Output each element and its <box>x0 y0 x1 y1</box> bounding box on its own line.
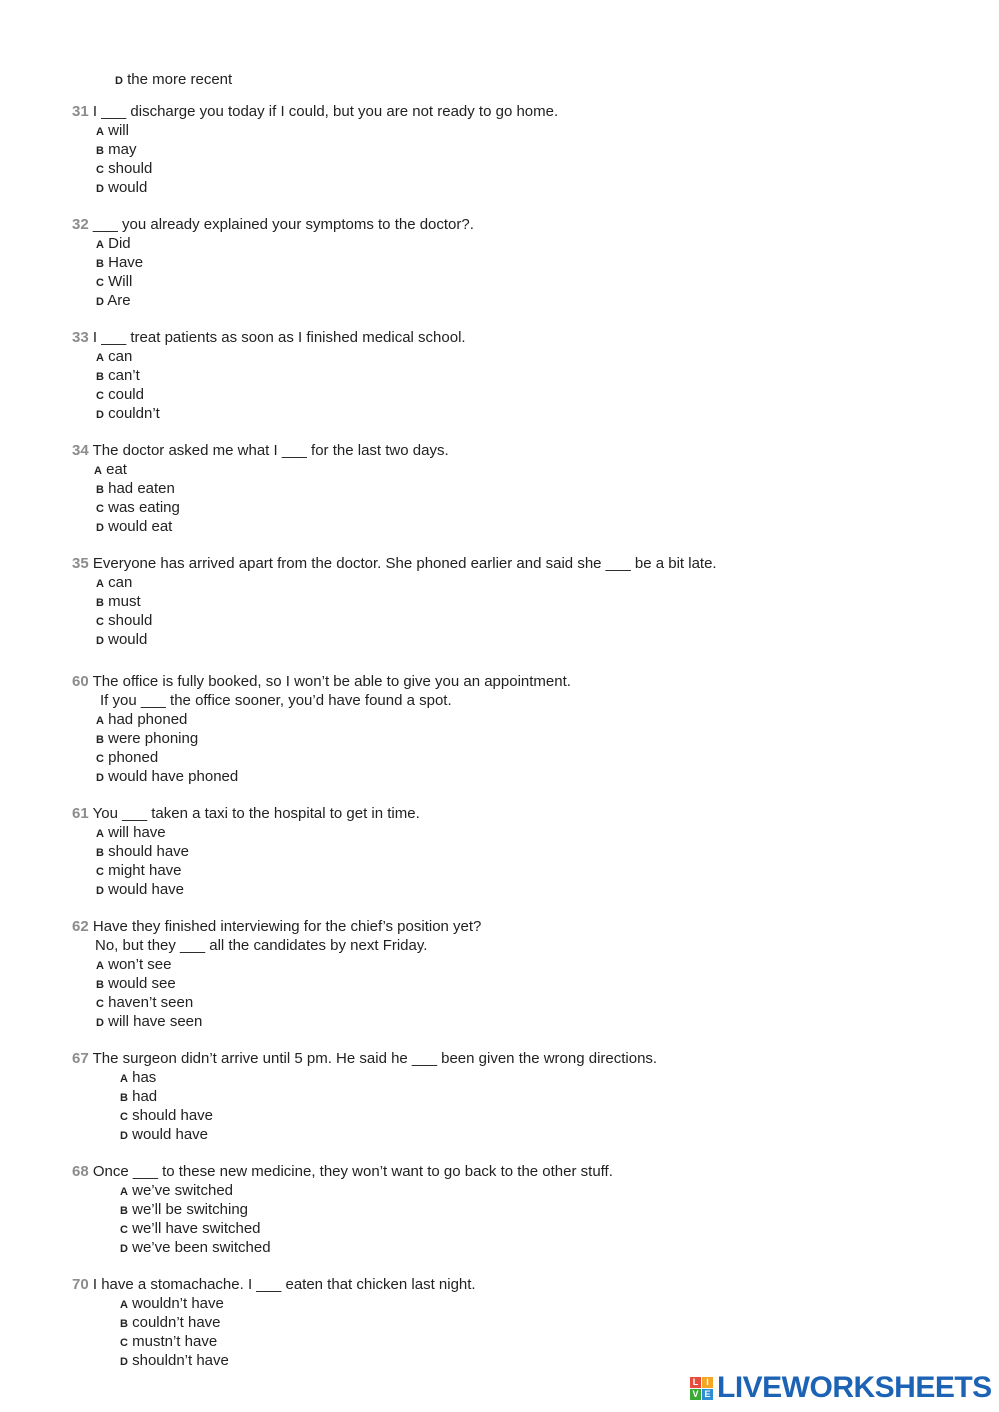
option-text: we’ve switched <box>132 1182 234 1199</box>
question-number: 61 <box>72 805 89 822</box>
logo-icon-tile: E <box>702 1389 713 1400</box>
option-line <box>115 70 232 91</box>
logo-text: LIVEWORKSHEETS <box>717 1371 992 1404</box>
answer-option[interactable] <box>120 1313 221 1334</box>
option-letter: D <box>96 635 104 647</box>
question-text: I have a stomachache. I ___ eaten that chicken last night. <box>92 1276 476 1293</box>
option-letter: B <box>96 597 104 609</box>
option-letter: D <box>120 1130 128 1142</box>
question-number: 68 <box>72 1163 89 1180</box>
answer-option[interactable] <box>96 404 160 425</box>
answer-option[interactable] <box>96 993 193 1014</box>
option-letter: D <box>96 1017 104 1029</box>
answer-option[interactable] <box>120 1181 233 1202</box>
option-text: the more recent <box>127 71 233 88</box>
question-stem <box>72 917 481 936</box>
answer-option[interactable] <box>96 880 184 901</box>
question-text: You ___ taken a taxi to the hospital to get in time. <box>92 805 420 822</box>
option-letter: B <box>96 145 104 157</box>
question-stem <box>72 441 449 460</box>
answer-option[interactable] <box>96 159 152 180</box>
logo-icon <box>690 1377 713 1400</box>
answer-option[interactable] <box>96 140 136 161</box>
option-text: should <box>108 160 153 177</box>
option-text: would <box>108 631 148 648</box>
logo-icon-tile: I <box>702 1377 713 1388</box>
option-letter: B <box>96 258 104 270</box>
logo-icon-tile: L <box>690 1377 701 1388</box>
option-letter: B <box>96 847 104 859</box>
option-letter: D <box>96 772 104 784</box>
question-number: 35 <box>72 555 89 572</box>
answer-option[interactable] <box>96 498 180 519</box>
option-letter: B <box>96 484 104 496</box>
option-letter: C <box>96 390 104 402</box>
option-text: were phoning <box>108 730 199 747</box>
question-number: 67 <box>72 1050 89 1067</box>
question-text: Once ___ to these new medicine, they won’t want to go back to the other stuff. <box>92 1163 613 1180</box>
answer-option[interactable] <box>120 1332 217 1353</box>
question-stem-continued <box>95 936 427 955</box>
question-stem-continued <box>100 691 452 710</box>
option-letter: D <box>115 75 123 87</box>
question-text: The doctor asked me what I ___ for the last two days. <box>92 442 449 459</box>
option-text: had <box>132 1088 158 1105</box>
question-stem <box>72 1162 613 1181</box>
option-text: must <box>108 593 141 610</box>
question-stem <box>72 102 558 121</box>
answer-option[interactable] <box>96 823 166 844</box>
option-letter: C <box>120 1337 128 1349</box>
option-text: would have <box>108 881 185 898</box>
option-letter: C <box>96 998 104 1010</box>
question-text: No, but they ___ all the candidates by next Friday. <box>95 937 428 954</box>
answer-option[interactable] <box>96 630 147 651</box>
option-letter: A <box>96 828 104 840</box>
option-text: Will <box>108 273 133 290</box>
answer-option[interactable] <box>96 178 147 199</box>
answer-option[interactable] <box>96 842 189 863</box>
option-letter: C <box>96 164 104 176</box>
option-letter: A <box>96 578 104 590</box>
option-text: would see <box>108 975 176 992</box>
answer-option[interactable] <box>96 234 131 255</box>
answer-option[interactable] <box>120 1106 213 1127</box>
option-text: Did <box>108 235 131 252</box>
answer-option[interactable] <box>96 573 132 594</box>
question-number: 70 <box>72 1276 89 1293</box>
option-text: mustn’t have <box>132 1333 218 1350</box>
option-letter: C <box>96 277 104 289</box>
answer-option[interactable] <box>96 710 187 731</box>
question-number: 33 <box>72 329 89 346</box>
option-text: phoned <box>108 749 159 766</box>
question-text: The surgeon didn’t arrive until 5 pm. He said he ___ been given the wrong directions. <box>92 1050 658 1067</box>
answer-option[interactable] <box>96 611 152 632</box>
option-letter: D <box>120 1356 128 1368</box>
option-letter: C <box>96 503 104 515</box>
answer-option[interactable] <box>96 955 172 976</box>
option-text: haven’t seen <box>108 994 194 1011</box>
liveworksheets-logo <box>690 1373 992 1403</box>
option-letter: C <box>96 866 104 878</box>
option-text: would have phoned <box>108 768 239 785</box>
question-text: Have they finished interviewing for the chief’s position yet? <box>92 918 482 935</box>
question-number: 34 <box>72 442 89 459</box>
answer-option[interactable] <box>120 1238 271 1259</box>
option-text: should have <box>132 1107 214 1124</box>
option-text: might have <box>108 862 182 879</box>
question-stem <box>72 554 717 573</box>
option-letter: A <box>96 960 104 972</box>
option-letter: A <box>120 1186 128 1198</box>
option-text: Have <box>108 254 144 271</box>
question-text: I ___ treat patients as soon as I finished medical school. <box>92 329 466 346</box>
answer-option[interactable] <box>96 729 198 750</box>
answer-option[interactable] <box>96 272 132 293</box>
answer-option[interactable] <box>96 347 132 368</box>
option-text: can <box>108 574 133 591</box>
question-text: I ___ discharge you today if I could, but you are not ready to go home. <box>92 103 559 120</box>
option-letter: A <box>96 126 104 138</box>
option-text: has <box>132 1069 157 1086</box>
question-stem <box>72 215 474 234</box>
option-text: may <box>108 141 137 158</box>
question-text: The office is fully booked, so I won’t be able to give you an appointment. <box>92 673 571 690</box>
option-text: can <box>108 348 133 365</box>
option-text: Are <box>107 292 131 309</box>
option-text: will <box>108 122 129 139</box>
option-letter: B <box>96 371 104 383</box>
option-text: should <box>108 612 153 629</box>
option-letter: A <box>96 239 104 251</box>
option-letter: B <box>120 1092 128 1104</box>
option-letter: A <box>120 1073 128 1085</box>
option-letter: C <box>120 1111 128 1123</box>
option-letter: C <box>96 753 104 765</box>
option-letter: B <box>96 734 104 746</box>
option-letter: D <box>96 885 104 897</box>
option-text: should have <box>108 843 190 860</box>
answer-option[interactable] <box>96 366 140 387</box>
answer-option[interactable] <box>96 291 131 312</box>
question-number: 32 <box>72 216 89 233</box>
option-letter: A <box>94 465 102 477</box>
answer-option[interactable] <box>120 1294 224 1315</box>
answer-option[interactable] <box>96 974 176 995</box>
answer-option[interactable] <box>96 253 143 274</box>
question-text: If you ___ the office sooner, you’d have found a spot. <box>100 692 452 709</box>
answer-option[interactable] <box>120 1068 156 1089</box>
option-text: couldn’t <box>108 405 160 422</box>
question-stem <box>72 804 420 823</box>
question-number: 60 <box>72 673 89 690</box>
option-text: will have seen <box>108 1013 203 1030</box>
answer-option[interactable] <box>96 767 238 788</box>
option-letter: D <box>96 409 104 421</box>
answer-option[interactable] <box>120 1125 208 1146</box>
option-letter: D <box>120 1243 128 1255</box>
answer-option[interactable] <box>96 517 172 538</box>
option-text: eat <box>106 461 127 478</box>
option-letter: A <box>96 715 104 727</box>
option-text: wouldn’t have <box>132 1295 224 1312</box>
answer-option[interactable] <box>96 479 175 500</box>
answer-option[interactable] <box>120 1219 261 1240</box>
option-text: will have <box>108 824 166 841</box>
answer-option[interactable] <box>96 1012 202 1033</box>
option-letter: B <box>120 1318 128 1330</box>
answer-option[interactable] <box>96 861 182 882</box>
question-text: ___ you already explained your symptoms to the doctor?. <box>92 216 474 233</box>
option-letter: C <box>120 1224 128 1236</box>
option-text: we’ve been switched <box>132 1239 271 1256</box>
option-letter: C <box>96 616 104 628</box>
option-text: could <box>108 386 144 403</box>
option-letter: A <box>120 1299 128 1311</box>
option-letter: D <box>96 183 104 195</box>
question-stem <box>72 1049 657 1068</box>
question-stem <box>72 1275 476 1294</box>
answer-option[interactable] <box>120 1351 229 1372</box>
option-text: we’ll be switching <box>132 1201 249 1218</box>
option-letter: A <box>96 352 104 364</box>
option-text: was eating <box>108 499 180 516</box>
answer-option[interactable] <box>96 121 129 142</box>
answer-option[interactable] <box>94 460 127 481</box>
question-stem <box>72 328 466 347</box>
option-text: can’t <box>108 367 140 384</box>
option-text: won’t see <box>108 956 172 973</box>
question-text: Everyone has arrived apart from the doctor. She phoned earlier and said she ___ be a bit late. <box>92 555 717 572</box>
option-text: would <box>108 179 148 196</box>
option-text: couldn’t have <box>132 1314 221 1331</box>
answer-option[interactable] <box>96 748 158 769</box>
question-number: 62 <box>72 918 89 935</box>
option-text: had phoned <box>108 711 188 728</box>
answer-option[interactable] <box>120 1200 248 1221</box>
question-stem <box>72 672 571 691</box>
option-text: would have <box>132 1126 209 1143</box>
option-letter: D <box>96 296 104 308</box>
answer-option[interactable] <box>96 592 141 613</box>
answer-option[interactable] <box>120 1087 157 1108</box>
option-letter: B <box>120 1205 128 1217</box>
option-letter: B <box>96 979 104 991</box>
option-text: would eat <box>108 518 173 535</box>
option-text: we’ll have switched <box>132 1220 261 1237</box>
option-text: had eaten <box>108 480 175 497</box>
option-letter: D <box>96 522 104 534</box>
logo-icon-tile: V <box>690 1389 701 1400</box>
option-text: shouldn’t have <box>132 1352 229 1369</box>
answer-option[interactable] <box>96 385 144 406</box>
question-number: 31 <box>72 103 89 120</box>
